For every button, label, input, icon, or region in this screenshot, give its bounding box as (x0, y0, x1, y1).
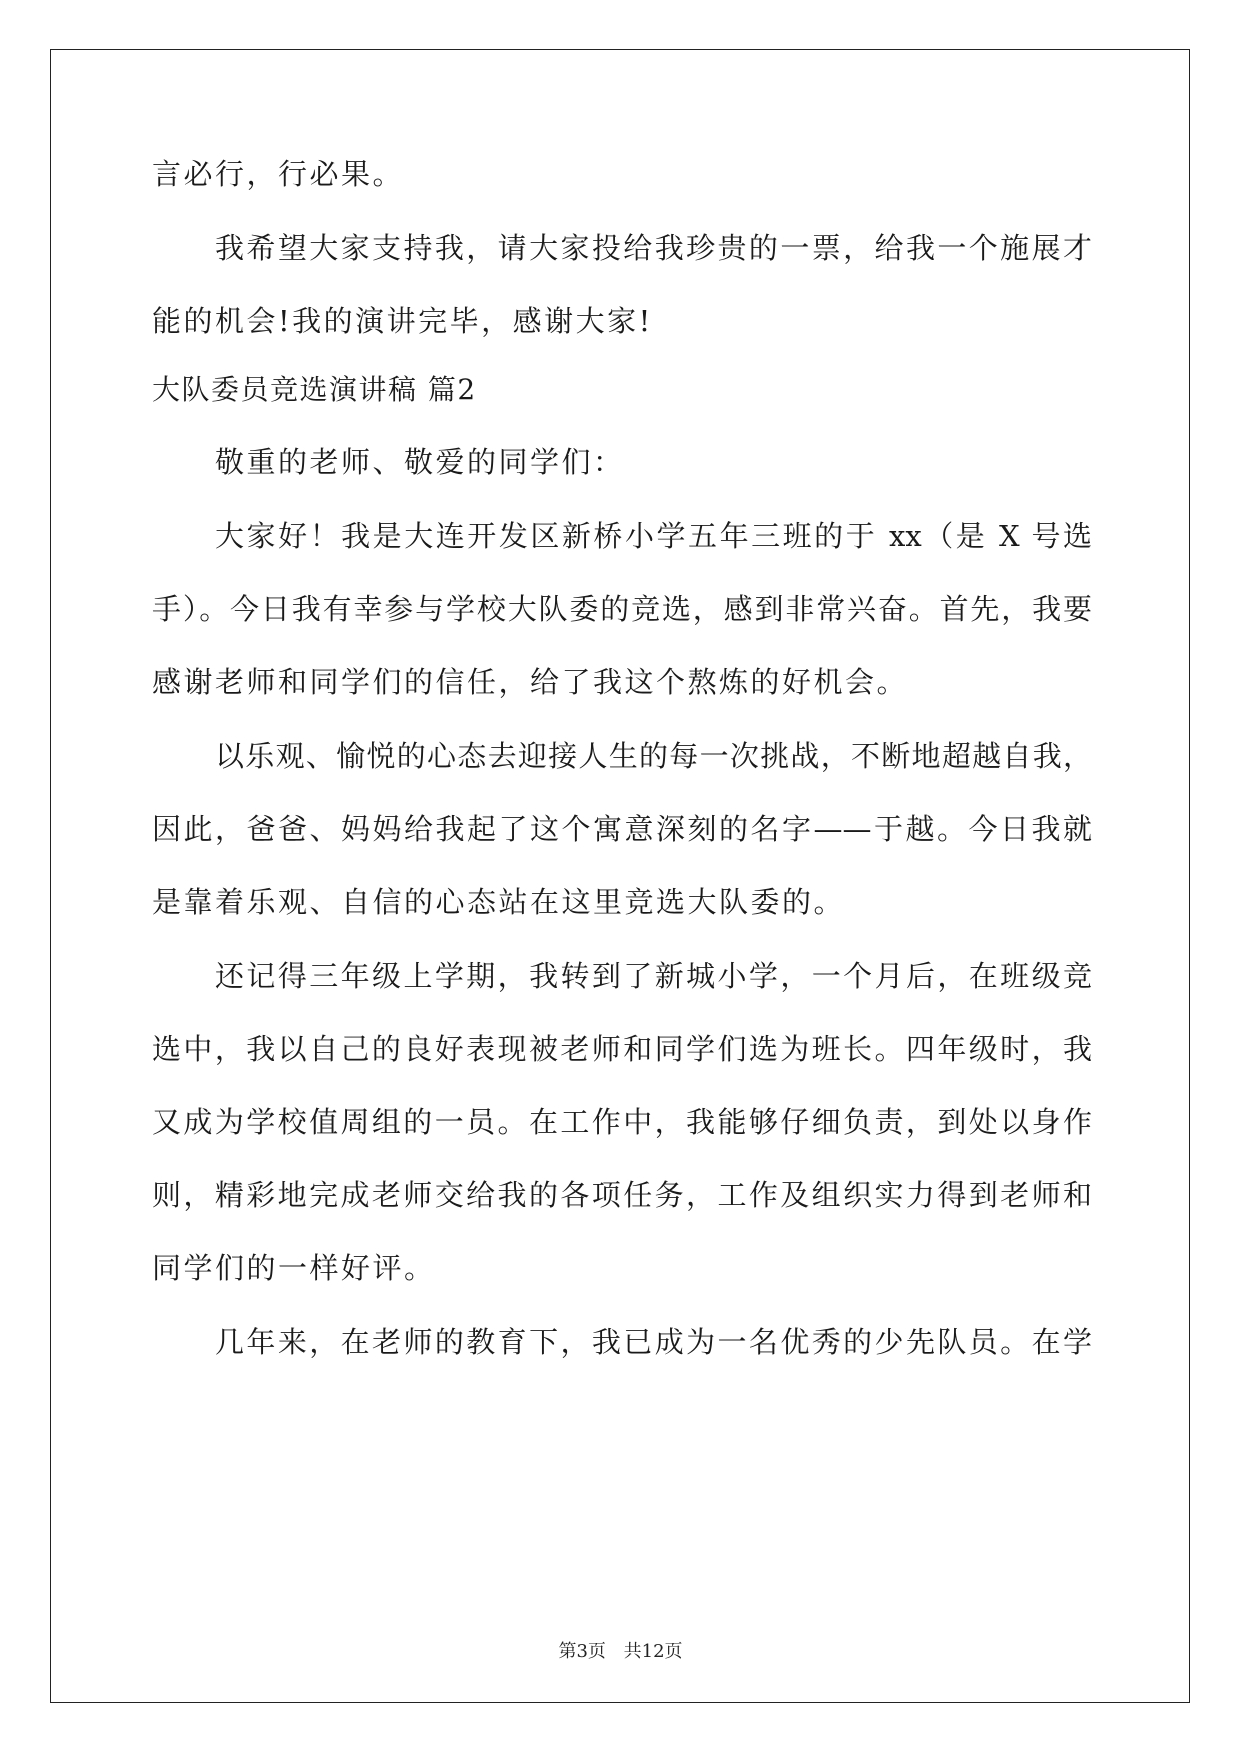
salutation: 敬重的老师、敬爱的同学们： (215, 445, 625, 479)
paragraph-line: 选中，我以自己的良好表现被老师和同学们选为班长。四年级时，我 (152, 1032, 1092, 1066)
paragraph-line: 以乐观、愉悦的心态去迎接人生的每一次挑战，不断地超越自我， (215, 739, 1092, 773)
paragraph-line: 因此，爸爸、妈妈给我起了这个寓意深刻的名字——于越。今日我就 (152, 812, 1092, 846)
paragraph-line: 手）。今日我有幸参与学校大队委的竞选，感到非常兴奋。首先，我要 (152, 592, 1092, 626)
paragraph-line: 又成为学校值周组的一员。在工作中，我能够仔细负责，到处以身作 (152, 1105, 1092, 1139)
paragraph-line: 我希望大家支持我，请大家投给我珍贵的一票，给我一个施展才 (215, 231, 1092, 265)
paragraph-line: 同学们的一样好评。 (152, 1251, 436, 1285)
page-total: 共12页 (623, 1641, 683, 1662)
page-number: 第3页 (558, 1641, 606, 1662)
paragraph-line: 是靠着乐观、自信的心态站在这里竞选大队委的。 (152, 885, 846, 919)
paragraph-line: 还记得三年级上学期，我转到了新城小学，一个月后，在班级竞 (215, 959, 1092, 993)
paragraph-line: 大家好！我是大连开发区新桥小学五年三班的于 xx（是 X 号选 (215, 519, 1092, 553)
paragraph-line: 能的机会!我的演讲完毕，感谢大家! (152, 304, 653, 338)
page-border (50, 49, 1190, 1703)
paragraph-line: 感谢老师和同学们的信任，给了我这个熬炼的好机会。 (152, 665, 909, 699)
page-footer (0, 1637, 1241, 1663)
paragraph-line: 则，精彩地完成老师交给我的各项任务，工作及组织实力得到老师和 (152, 1178, 1092, 1212)
section-heading: 大队委员竞选演讲稿 篇2 (152, 373, 477, 406)
paragraph-line: 言必行，行必果。 (152, 157, 405, 191)
paragraph-line: 几年来，在老师的教育下，我已成为一名优秀的少先队员。在学 (215, 1325, 1092, 1359)
